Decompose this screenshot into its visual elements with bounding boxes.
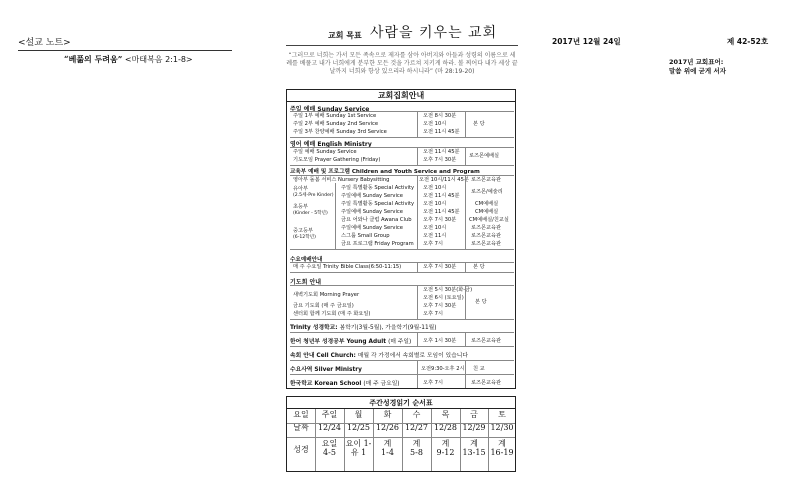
young-adult-place: 로즈몬교육관 — [471, 338, 502, 344]
reading-book — [431, 440, 460, 458]
youth-service-place: 로즈몬교육관 — [471, 225, 502, 231]
cell-church — [290, 350, 468, 359]
church-goal-title: 사람을 키우는 교회 — [370, 25, 498, 41]
silver-time: 오전9:30-오후 2시 — [421, 366, 465, 372]
row-divider — [290, 346, 514, 347]
young-adult-time: 오후 1시 30분 — [423, 338, 457, 344]
row-divider — [290, 272, 514, 273]
awana-place: CM예배실/친교실 — [469, 217, 509, 223]
book-chapters: 9-12 — [436, 447, 455, 457]
trinity-bible-school — [290, 322, 437, 331]
elementary-label: 초등부 — [293, 204, 309, 210]
column-line — [417, 111, 418, 137]
row-divider — [290, 374, 514, 375]
friday-prayer-time: 오후 7시 30분 — [423, 303, 457, 309]
church-motto-aside — [669, 58, 726, 76]
elementary-service: 주일예배 Sunday Service — [341, 209, 403, 215]
preschool-label: 유아부 — [293, 186, 309, 192]
preschool-service: 주일예배 Sunday Service — [341, 193, 403, 199]
row-divider — [290, 332, 514, 333]
column-line — [465, 262, 466, 272]
book-chapters: 5-8 — [410, 447, 423, 457]
elementary-age: (Kinder - 5학년) — [293, 211, 328, 216]
column-line — [488, 409, 489, 471]
english-service: 주일 예배 Sunday Service — [293, 149, 357, 155]
young-adult-study — [290, 336, 411, 345]
reading-cell: 12/27 — [404, 423, 429, 432]
youth-label: 중고등부 — [293, 228, 314, 234]
column-line — [431, 409, 432, 471]
elementary-activity: 주일 특별활동 Special Activity — [341, 201, 415, 207]
prayer-place: 본 당 — [475, 299, 487, 305]
youth-service: 주일예배 Sunday Service — [341, 225, 403, 231]
row-divider — [290, 285, 514, 286]
wednesday-class: 매 주 수요일 Trinity Bible Class(6:50-11:15) — [293, 264, 402, 270]
column-line — [465, 360, 466, 388]
sermon-title-text: “베풂의 두려움” — [64, 54, 123, 64]
book-chapters: 16-19 — [490, 447, 514, 457]
column-line — [344, 409, 345, 471]
church-brand — [286, 22, 518, 46]
reading-book — [488, 440, 516, 458]
sunday-service-1: 주일 1부 예배 Sunday 1st Service — [293, 113, 377, 119]
friday-program-time: 오후 7시 — [423, 241, 443, 247]
nursery-place: 로즈몬교육관 — [471, 177, 502, 183]
row-divider — [290, 360, 514, 361]
book-name: 계 — [383, 439, 392, 448]
church-goal-label: 교회 목표 — [328, 31, 362, 40]
reading-cell: 주일 — [321, 410, 338, 419]
preschool-activity: 주일 특별활동 Special Activity — [341, 185, 415, 191]
book-name: 계 — [441, 439, 450, 448]
column-line — [373, 409, 374, 471]
korean-school-place: 로즈몬교육관 — [471, 380, 502, 386]
nursery-time: 오전 10시/11시 45분 — [419, 177, 469, 183]
row-divider — [290, 249, 514, 250]
reading-cell: 12/26 — [375, 423, 400, 432]
sunday-time-1: 오전 8시 30분 — [423, 113, 457, 119]
motto-text: 말씀 위에 굳게 서자 — [669, 66, 727, 75]
wednesday-place: 본 당 — [473, 264, 485, 270]
column-line — [402, 409, 403, 471]
sunday-place: 본 당 — [473, 121, 485, 127]
row-divider — [290, 262, 514, 263]
reading-cell: 12/29 — [462, 423, 486, 432]
youth-age: (6-12학년) — [293, 235, 316, 240]
trinity-label: Trinity 성경학교: — [290, 325, 338, 331]
book-chapters: 유 1 — [350, 447, 367, 457]
scripture-motto: “그러므로 너희는 가서 모든 족속으로 제자를 삼아 아버지와 아들과 성령의 이름으로 세례를 베풀고 내가 너희에게 분부한 모든 것을 가르쳐 지키게 하라. 볼 찌어다 내가 세상 끝 날까지 너희와 항상 있으리라 하시니라” (마 28:19-20) — [286, 52, 518, 76]
preschool-place: 로즈몬/예술리 — [471, 189, 503, 195]
column-line — [417, 147, 418, 165]
row-divider — [290, 137, 514, 138]
elementary-activity-time: 오전 10시 — [423, 201, 447, 207]
meeting-guide-title: 교회집회안내 — [287, 90, 515, 102]
book-name: 요이 1- — [345, 439, 372, 448]
young-adult-label: 한어 청년부 성경공부 Young Adult — [290, 339, 387, 345]
meeting-guide-table — [286, 89, 516, 389]
english-time-2: 오후 7시 30분 — [423, 157, 457, 163]
elementary-service-place: CM예배실 — [475, 209, 499, 215]
reading-book — [315, 440, 344, 458]
reading-books-row — [287, 440, 515, 468]
book-chapters: 1-4 — [381, 447, 394, 457]
preschool-activity-time: 오전 10시 — [423, 185, 447, 191]
sermon-title — [64, 54, 193, 65]
sunday-service-heading: 주일 예배 Sunday Service — [290, 106, 370, 113]
reading-book — [402, 440, 431, 458]
bulletin-date: 2017년 12월 24일 — [552, 37, 621, 46]
column-line — [465, 111, 466, 137]
reading-cell: 12/25 — [346, 423, 371, 432]
column-line — [417, 285, 418, 319]
reading-book — [344, 440, 373, 458]
small-group: 스그룹 Small Group — [341, 233, 390, 239]
reading-schedule-title: 주간성경읽기 순서표 — [287, 397, 515, 409]
book-name: 계 — [470, 439, 478, 448]
column-line — [417, 175, 418, 249]
reading-cell: 토 — [498, 410, 506, 419]
book-chapters: 13-15 — [462, 447, 486, 457]
korean-school — [290, 378, 400, 387]
reading-book — [373, 440, 402, 458]
column-line — [417, 262, 418, 272]
english-time-1: 오전 11시 45분 — [423, 149, 460, 155]
column-line — [460, 409, 461, 471]
wednesday-heading: 수요예배안내 — [290, 257, 323, 263]
english-prayer: 기도모임 Prayer Gathering (Friday) — [293, 157, 381, 163]
silver-ministry: 수요사역 Silver Ministry — [290, 367, 362, 373]
tuesday-prayer-time: 오후 7시 — [423, 311, 443, 317]
friday-prayer: 금요 기도회 (매 주 금요일) — [293, 303, 354, 309]
sermon-note-heading: <설교 노트> — [18, 35, 232, 51]
preschool-service-time: 오전 11시 45분 — [423, 193, 460, 199]
cell-church-text: 매월 각 가정에서 속회별로 모임이 있습니다 — [357, 353, 468, 359]
row-divider — [290, 147, 514, 148]
reading-cell: 12/30 — [490, 423, 514, 432]
reading-cell: 날짜 — [293, 423, 309, 432]
reading-days-row — [287, 411, 515, 423]
young-adult-day: (매 주일) — [388, 339, 412, 345]
sunday-service-2: 주일 2부 예배 Sunday 2nd Service — [293, 121, 379, 127]
friday-program: 금요 프로그램 Friday Program — [341, 241, 414, 247]
motto-year-label: 2017년 교회표어: — [669, 58, 724, 66]
book-name: 계 — [498, 439, 506, 448]
morning-prayer: 새벽기도회 Morning Prayer — [293, 292, 360, 298]
bulletin-volume: 제 42-52호 — [727, 37, 769, 46]
title-divider — [286, 45, 518, 46]
sunday-time-3: 오전 11시 45분 — [423, 129, 460, 135]
column-line — [315, 409, 316, 471]
korean-school-label: 한국학교 Korean School — [290, 381, 362, 387]
book-chapters: 4-5 — [323, 447, 336, 457]
prayer-heading: 기도회 안내 — [290, 279, 322, 286]
tuesday-prayer: 센터회 합께 기도회 (매 주 화요일) — [293, 311, 371, 317]
column-line — [335, 183, 336, 249]
row-divider — [287, 423, 515, 424]
english-ministry-heading: 영어 예배 English Ministry — [290, 141, 372, 148]
column-line — [465, 332, 466, 346]
english-place: 로즈몬예배실 — [469, 153, 500, 159]
nursery-service: 영아부 돌봄 서비스 Nursery Babysitting — [293, 177, 390, 183]
sunday-service-3: 주일 3부 찬양예배 Sunday 3rd Service — [293, 129, 387, 135]
elementary-activity-place: CM예배실 — [475, 201, 499, 207]
morning-prayer-time-weekday: 오전 5시 30분(화-금) — [423, 287, 473, 293]
youth-program-heading: 교육부 예배 및 프로그램 Children and Youth Service and Program — [290, 169, 480, 175]
row-divider — [290, 175, 514, 176]
silver-place: 친 교 — [473, 366, 485, 372]
elementary-service-time: 오전 11시 45분 — [423, 209, 460, 215]
column-line — [417, 360, 418, 388]
reading-cell: 화 — [383, 410, 392, 419]
cell-church-label: 속회 안내 Cell Church: — [290, 353, 356, 359]
row-divider — [287, 437, 515, 438]
book-name: 요일 — [321, 439, 338, 448]
column-line — [417, 332, 418, 346]
sermon-reference: <마태복음 2:1-8> — [124, 55, 193, 64]
row-divider — [290, 165, 514, 166]
column-line — [465, 147, 466, 165]
small-group-time: 오전 11시 — [423, 233, 447, 239]
reading-dates-row — [287, 424, 515, 436]
friday-program-place: 로즈몬교육관 — [471, 241, 502, 247]
reading-cell: 요일 — [293, 410, 309, 419]
reading-book — [460, 440, 488, 458]
youth-service-time: 오전 10시 — [423, 225, 447, 231]
wednesday-time: 오후 7시 30분 — [423, 264, 457, 270]
reading-cell: 12/28 — [433, 423, 458, 432]
reading-cell: 성경 — [293, 445, 309, 454]
reading-cell: 금 — [470, 410, 478, 419]
reading-cell: 12/24 — [317, 423, 342, 432]
korean-school-time: 오후 7시 — [423, 380, 443, 386]
korean-school-day: (매 주 금요일) — [363, 381, 400, 387]
preschool-age: (2.5세-Pre Kinder) — [293, 193, 334, 198]
column-line — [465, 285, 466, 319]
reading-cell: 수 — [412, 410, 421, 419]
book-name: 계 — [412, 439, 421, 448]
small-group-place: 로즈몬교육관 — [471, 233, 502, 239]
morning-prayer-time-saturday: 오전 6시 (토요일) — [423, 295, 464, 301]
row-divider — [290, 111, 514, 112]
awana-club: 금요 어와나 클럽 Awana Club — [341, 217, 412, 223]
bible-reading-schedule — [286, 396, 516, 472]
sunday-time-2: 오전 10시 — [423, 121, 447, 127]
reading-cell: 월 — [354, 410, 363, 419]
column-line — [465, 175, 466, 249]
reading-cell: 목 — [441, 410, 450, 419]
trinity-schedule: 봄학기(3월-5월), 가을학기(9월-11월) — [339, 325, 437, 331]
awana-time: 오후 7시 30분 — [423, 217, 457, 223]
row-divider — [290, 319, 514, 320]
